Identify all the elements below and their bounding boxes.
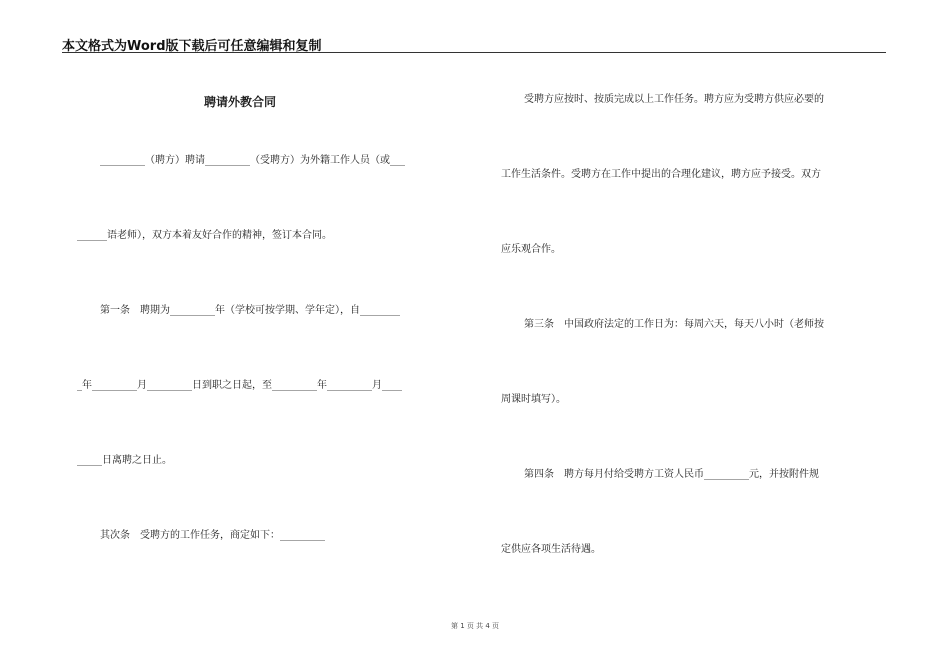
left-line-1: _________（聘方）聘请_________（受聘方）为外籍工作人员（或___ (100, 155, 405, 166)
right-line-1: 受聘方应按时、按质完成以上工作任务。聘方应为受聘方供应必要的 (524, 94, 824, 105)
page-footer: 第 1 页 共 4 页 (450, 622, 500, 630)
right-line-4: 第三条 中国政府法定的工作日为：每周六天，每天八小时（老师按 (524, 319, 824, 330)
page-header (62, 30, 886, 53)
right-line-5: 周课时填写）。 (501, 394, 566, 405)
left-line-4: _年_________月_________日到职之日起，至_________年_________月____ (77, 380, 402, 391)
left-line-3: 第一条 聘期为_________年（学校可按学期、学年定），自________ (100, 305, 400, 316)
left-line-2: ______语老师），双方本着友好合作的精神，签订本合同。 (77, 230, 332, 241)
right-line-2: 工作生活条件。受聘方在工作中提出的合理化建议，聘方应予接受。双方 (501, 169, 821, 180)
document-title-text: 聘请外教合同 (203, 95, 277, 109)
header-text: 本文格式为Word版下载后可任意编辑和复制 (62, 39, 322, 54)
right-line-3: 应乐观合作。 (501, 244, 561, 255)
right-line-6: 第四条 聘方每月付给受聘方工资人民币_________元，并按附件规 (524, 469, 819, 480)
left-line-6: 其次条 受聘方的工作任务，商定如下：_________ (100, 530, 325, 541)
right-line-7: 定供应各项生活待遇。 (501, 544, 601, 555)
left-line-5: _____日离聘之日止。 (77, 455, 172, 466)
